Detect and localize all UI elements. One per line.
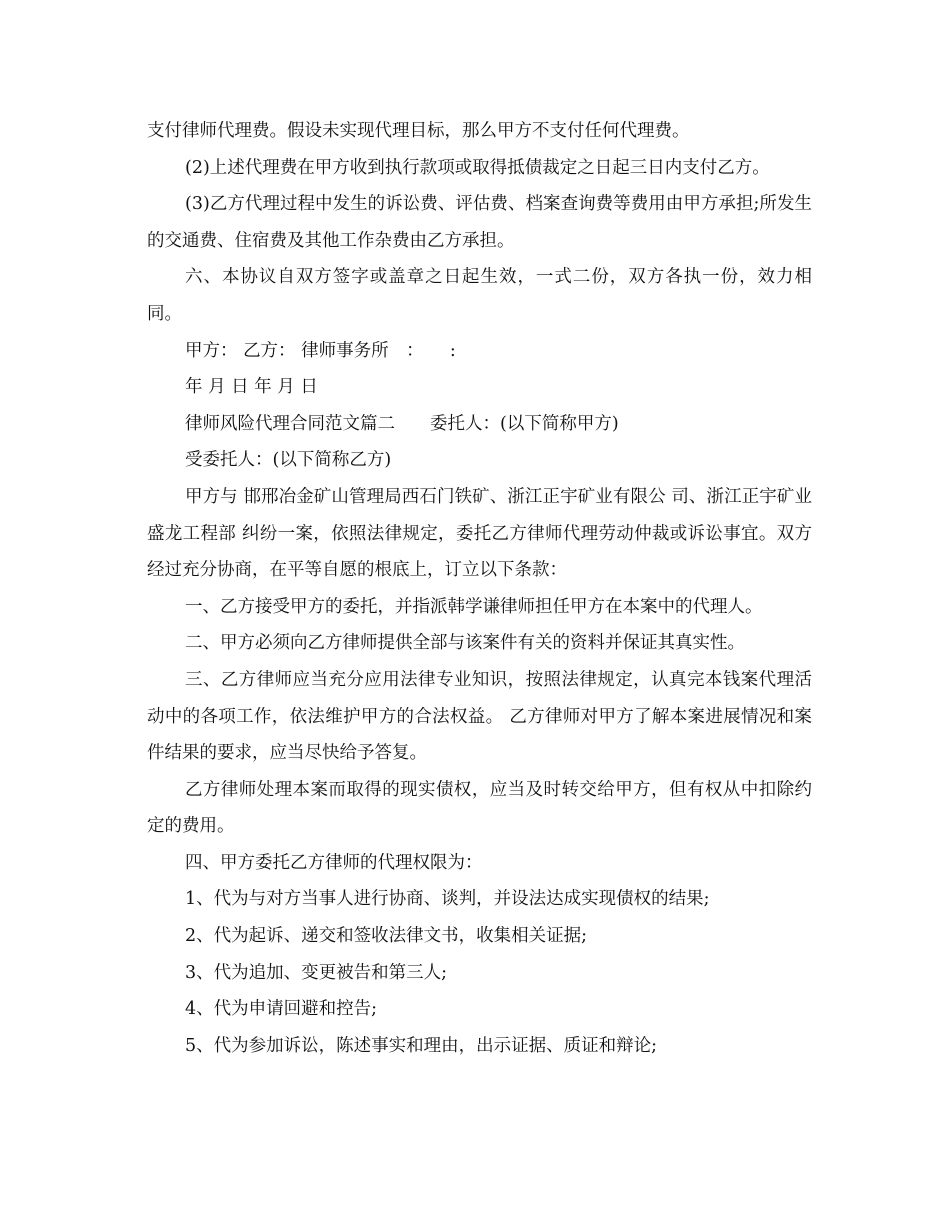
clause: 一、乙方接受甲方的委托，并指派韩学谦律师担任甲方在本案中的代理人。 [185, 596, 763, 617]
list-item: 1、代为与对方当事人进行协商、谈判，并设法达成实现债权的结果; [185, 889, 710, 910]
document-body [147, 113, 812, 1064]
paragraph: (2)上述代理费在甲方收到执行款项或取得抵债裁定之日起三日内支付乙方。 [185, 157, 770, 178]
clause: 二、甲方必须向乙方律师提供全部与该案件有关的资料并保证其真实性。 [185, 633, 745, 654]
list-item: 3、代为追加、变更被告和第三人; [185, 962, 448, 983]
list-item: 2、代为起诉、递交和签收法律文书，收集相关证据; [185, 926, 588, 947]
paragraph: 支付律师代理费。假设未实现代理目标，那么甲方不支付任何代理费。 [147, 121, 690, 141]
paragraph: (3)乙方代理过程中发生的诉讼费、评估费、档案查询费等费用由甲方承担;所发生的交通费、住宿费及其他工作杂费由乙方承担。 [147, 194, 812, 251]
paragraph: 受委托人：(以下简称乙方) [185, 450, 392, 471]
list-item: 5、代为参加诉讼，陈述事实和理由，出示证据、质证和辩论; [185, 1035, 658, 1056]
paragraph: 六、本协议自双方签字或盖章之日起生效，一式二份，双方各执一份，效力相同。 [147, 267, 812, 324]
section-title: 律师风险代理合同范文篇二 委托人：(以下简称甲方) [185, 413, 619, 434]
signature-line: 甲方： 乙方： 律师事务所 ： : [185, 340, 456, 361]
paragraph: 乙方律师处理本案而取得的现实债权，应当及时转交给甲方，但有权从中扣除约定的费用。 [147, 779, 812, 837]
date-line: 年 月 日 年 月 日 [185, 377, 318, 398]
clause: 三、乙方律师应当充分应用法律专业知识，按照法律规定，认真完本钱案代理活动中的各项工作，依法维护甲方的合法权益。 乙方律师对甲方了解本案进展情况和案件结果的要求，应当尽快给予答复。 [147, 669, 812, 764]
paragraph: 甲方与 邯邢冶金矿山管理局西石门铁矿、浙江正宇矿业有限公 司、浙江正宇矿业盛龙工程部 纠纷一案，依照法律规定，委托乙方律师代理劳动仲裁或诉讼事宜。双方经过充分协商，在平等自愿的根底上，订立以下条款： [147, 486, 812, 581]
clause: 四、甲方委托乙方律师的代理权限为： [185, 852, 483, 873]
list-item: 4、代为申请回避和控告; [185, 999, 378, 1020]
